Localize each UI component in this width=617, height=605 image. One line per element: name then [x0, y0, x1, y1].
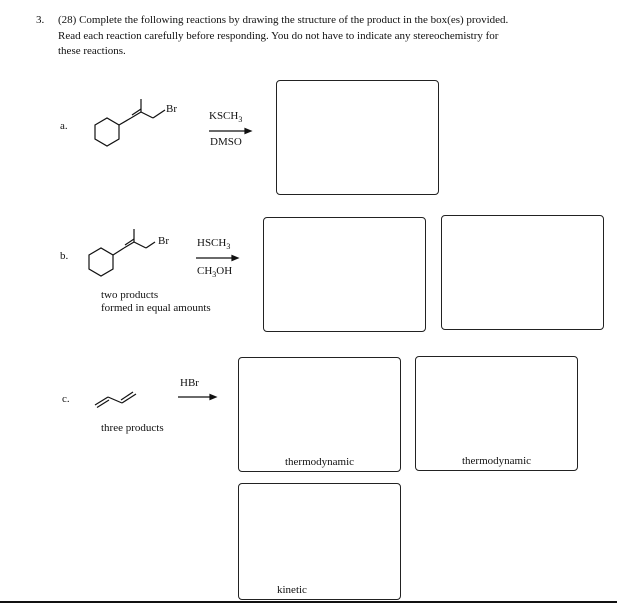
- part-c-reagent-top: HBr: [180, 377, 199, 389]
- diene-double-bond-2b: [121, 392, 133, 400]
- part-a-reagent-bottom: DMSO: [210, 136, 242, 148]
- part-a-reagent-top: $KSCH_3$: [209, 110, 243, 125]
- chain-bond: [141, 112, 153, 118]
- part-c-box2-label: thermodynamic: [461, 455, 532, 467]
- exocyclic-bond: [119, 118, 131, 125]
- part-a-label: a.: [60, 120, 68, 132]
- question-number: 3.: [36, 14, 45, 26]
- cyclohexane-ring: [95, 118, 119, 146]
- part-a-answer-box[interactable]: [276, 80, 439, 195]
- exocyclic-bond: [113, 248, 124, 255]
- diene-double-bond-1b: [97, 400, 109, 408]
- page-bottom-rule: [0, 601, 617, 603]
- part-b-reagent-bottom: $CH_3OH$: [197, 265, 233, 280]
- question-text-line-1: (28) Complete the following reactions by drawing the structure of the product in the box(es) provided.: [58, 14, 509, 26]
- part-c-reaction-arrow: [178, 393, 216, 401]
- c-br-bond: [153, 110, 165, 118]
- cyclohexane-ring: [89, 248, 113, 276]
- chain-bond: [134, 242, 146, 248]
- part-c-label: c.: [62, 393, 70, 405]
- part-c-answer-box-thermodynamic-1[interactable]: [238, 357, 401, 472]
- part-b-note-line-1: two products: [101, 289, 159, 301]
- part-c-box1-label: thermodynamic: [284, 456, 355, 468]
- part-b-br-label: Br: [158, 235, 169, 247]
- diene-single-bond: [108, 397, 122, 403]
- part-a-reactant-structure: [88, 98, 198, 150]
- part-c-note: three products: [101, 422, 164, 434]
- part-c-answer-box-thermodynamic-2[interactable]: [415, 356, 578, 471]
- part-b-reactant-structure: [82, 222, 182, 282]
- part-c-butadiene-structure: [92, 385, 144, 409]
- part-b-note-line-2: formed in equal amounts: [101, 302, 211, 314]
- part-a-reaction-arrow: [209, 127, 251, 135]
- c-br-bond: [146, 242, 155, 248]
- diene-double-bond-1a: [95, 397, 108, 405]
- part-b-answer-box-2[interactable]: [441, 215, 604, 330]
- part-b-reaction-arrow: [196, 254, 238, 262]
- part-c-box3-label: kinetic: [277, 584, 307, 596]
- part-a-br-label: Br: [166, 103, 177, 115]
- part-c-answer-box-kinetic[interactable]: [238, 483, 401, 600]
- question-text-line-3: these reactions.: [58, 45, 126, 57]
- question-text-line-2: Read each reaction carefully before responding. You do not have to indicate any stereochemistry for: [58, 30, 499, 42]
- part-b-label: b.: [60, 250, 69, 262]
- part-b-reagent-top: $HSCH_3$: [197, 237, 231, 252]
- part-b-answer-box-1[interactable]: [263, 217, 426, 332]
